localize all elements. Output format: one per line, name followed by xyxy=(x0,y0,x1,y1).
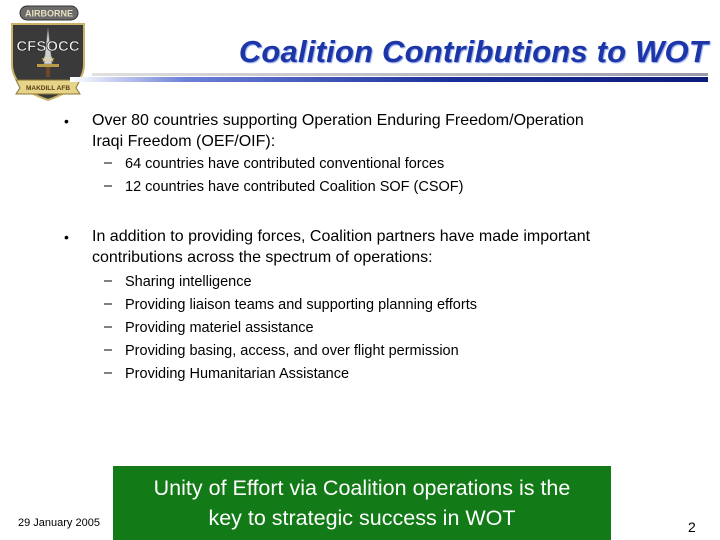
bullet-marker: • xyxy=(64,113,69,129)
banner-line-1: Unity of Effort via Coalition operations is the xyxy=(153,476,571,500)
sub-bullet-dash: – xyxy=(104,273,113,289)
key-message-banner xyxy=(113,466,611,540)
slide-title: Coalition Contributions to WOT xyxy=(238,34,708,69)
sub-bullet-dash: – xyxy=(104,319,113,335)
bullet-1-line-1: Over 80 countries supporting Operation Enduring Freedom/Operation xyxy=(92,112,584,129)
bullet-2-sub-1: Sharing intelligence xyxy=(125,274,252,290)
bullet-1-sub-2: 12 countries have contributed Coalition SOF (CSOF) xyxy=(125,179,464,195)
sub-bullet-dash: – xyxy=(104,296,113,312)
logo-scroll-text: MAKDILL AFB xyxy=(25,85,71,92)
title-rule-blue xyxy=(70,77,708,82)
sub-bullet-dash: – xyxy=(104,178,113,194)
logo-stars: ★★ xyxy=(40,55,56,64)
bullet-2-sub-3: Providing materiel assistance xyxy=(125,320,314,336)
bullet-1-sub-1: 64 countries have contributed conventional forces xyxy=(125,156,445,172)
sub-bullet-dash: – xyxy=(104,365,113,381)
bullet-2-sub-2: Providing liaison teams and supporting planning efforts xyxy=(125,297,477,313)
sub-bullet-dash: – xyxy=(104,155,113,171)
cfsocc-logo xyxy=(4,4,92,104)
banner-line-2: key to strategic success in WOT xyxy=(208,506,516,530)
page-number: 2 xyxy=(688,519,696,535)
bullet-2-sub-5: Providing Humanitarian Assistance xyxy=(125,366,350,382)
bullet-2-sub-4: Providing basing, access, and over flight permission xyxy=(125,343,459,359)
bullet-marker: • xyxy=(64,229,69,245)
sub-bullet-dash: – xyxy=(104,342,113,358)
logo-airborne-text: AIRBORNE xyxy=(24,8,74,19)
bullet-1-line-2: Iraqi Freedom (OEF/OIF): xyxy=(92,133,276,150)
logo-main-text: CFSOCC xyxy=(16,38,80,55)
bullet-2-line-2: contributions across the spectrum of operations: xyxy=(92,249,433,266)
footer-date: 29 January 2005 xyxy=(18,517,100,529)
title-rule-gray xyxy=(92,73,708,76)
bullet-2-line-1: In addition to providing forces, Coalition partners have made important xyxy=(92,228,591,245)
